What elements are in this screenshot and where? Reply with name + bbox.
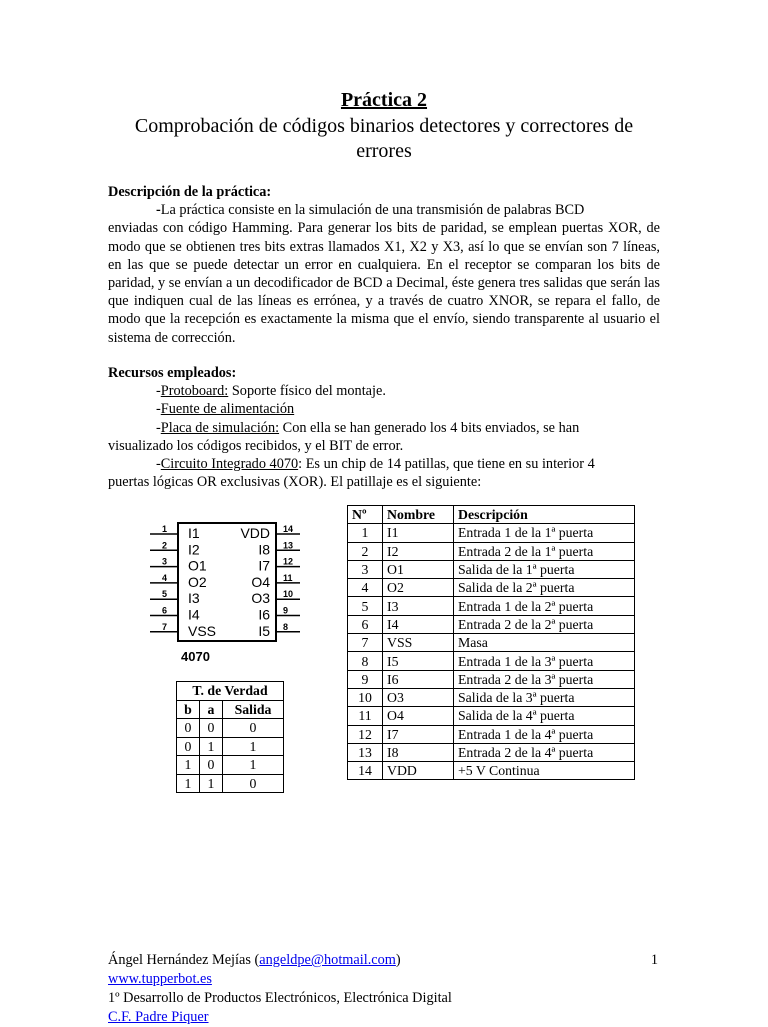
pin-desc-cell: Entrada 2 de la 2ª puerta [454,615,635,633]
footer-email-link[interactable]: angeldpe@hotmail.com [259,952,396,968]
resources-section [108,364,660,491]
pin-table [347,505,635,780]
resource-item-placa [108,419,660,437]
chip-pin-name: VSS [188,622,217,639]
pin-table-row [348,652,635,670]
subtitle-line-1: Comprobación de códigos binarios detectores y correctores de [134,115,634,137]
pin-name-cell: O4 [383,707,454,725]
chip-pin-name: I7 [258,557,270,574]
pin-name-cell: O3 [383,688,454,706]
pin-name-cell: I5 [383,652,454,670]
chip-pin-name: I3 [188,590,200,607]
resource-name: Fuente de alimentación [160,401,295,418]
pin-desc-cell: Salida de la 3ª puerta [454,688,635,706]
chip-pin-number: 1 [162,524,168,534]
pin-desc-cell: +5 V Continua [454,762,635,780]
pin-table-row [348,670,635,688]
chip-pin-name: I8 [258,541,270,558]
chip-pin-name: I6 [258,606,270,623]
truth-a-cell: 0 [200,756,223,775]
pin-num-cell: 5 [348,597,383,615]
pin-desc-cell: Salida de la 4ª puerta [454,707,635,725]
footer-website-link[interactable]: www.tupperbot.es [108,971,212,987]
pin-header-name: Nombre [383,506,454,524]
pin-table-row [348,762,635,780]
pin-num-cell: 14 [348,762,383,780]
page-number: 1 [650,952,658,968]
pin-name-cell: VDD [383,762,454,780]
chip-pin-name: O2 [188,573,207,590]
resource-desc: Con ella se han generado los 4 bits enviados, se han [279,419,580,436]
pin-num-cell: 13 [348,743,383,761]
chip-pin-name: I5 [258,622,270,639]
chip-pin-number: 11 [283,572,293,583]
resource-name: Circuito Integrado 4070 [160,456,299,473]
pin-table-row [348,634,635,652]
pin-name-cell: O2 [383,579,454,597]
pin-name-cell: I6 [383,670,454,688]
pin-desc-cell: Masa [454,634,635,652]
pin-desc-cell: Entrada 1 de la 4ª puerta [454,725,635,743]
pin-num-cell: 8 [348,652,383,670]
resources-heading: Recursos empleados: [108,365,237,381]
pin-num-cell: 10 [348,688,383,706]
resource-dash: - [156,401,161,418]
pin-desc-cell: Entrada 2 de la 3ª puerta [454,670,635,688]
resource-dash: - [156,456,161,473]
truth-a-cell: 1 [200,737,223,756]
truth-table-row [177,737,284,756]
truth-b-cell: 0 [177,737,200,756]
pin-desc-cell: Salida de la 2ª puerta [454,579,635,597]
subtitle-line-2: errores [356,140,412,162]
pin-name-cell: VSS [383,634,454,652]
resource-name: Protoboard: [160,383,229,400]
resource-placa-continuation: visualizado los códigos recibidos, y el BIT de error. [108,437,404,454]
pin-table-row [348,688,635,706]
chip-label: 4070 [181,649,210,664]
truth-header-b: b [177,700,200,719]
truth-b-cell: 1 [177,756,200,775]
chip-pin-number: 6 [162,605,168,616]
truth-salida-cell: 0 [223,774,284,793]
resource-dash: - [156,419,161,436]
pin-desc-cell: Entrada 1 de la 1ª puerta [454,524,635,542]
chip-pin-number: 9 [283,605,289,616]
page-subtitle [0,114,768,164]
truth-table-row [177,774,284,793]
pin-table-row [348,725,635,743]
chip-pin-name: O1 [188,557,207,574]
truth-salida-cell: 0 [223,719,284,738]
pin-table-row [348,524,635,542]
pin-table-row [348,743,635,761]
chip-pin-number: 14 [283,524,294,534]
truth-table [176,681,284,793]
chip-pin-number: 5 [162,589,168,600]
chip-4070-diagram [148,518,308,668]
truth-a-cell: 0 [200,719,223,738]
truth-table-title: T. de Verdad [177,682,284,701]
chip-pin-name: I2 [188,541,200,558]
pin-num-cell: 12 [348,725,383,743]
resource-item-protoboard [108,382,660,400]
pin-name-cell: O1 [383,560,454,578]
truth-table-row [177,719,284,738]
resource-desc: Soporte físico del montaje. [228,383,386,400]
truth-a-cell: 1 [200,774,223,793]
pin-table-row [348,615,635,633]
chip-pin-name: I4 [188,606,200,623]
chip-pin-name: O3 [251,590,270,607]
description-text: enviadas con código Hamming. Para generar los bits de paridad, se emplean puertas XOR, de modo que se obtienen tres bits extras llamados X1, X2 y X3, así lo que se envían son 7 líneas, en las que se puede detectar un error en cualquiera. En el receptor se comparan los bits de paridad, y se envían a un decodificador de BCD a Decimal, éste genera tres salidas que serán las que indiquen cual de las líneas es errónea, y a través de cuatro XNOR, se repara el fallo, de modo que la recepción es exactamente la misma que el envío, siendo transparente al usuario el sistema de corrección. [108,220,660,346]
pin-num-cell: 9 [348,670,383,688]
pin-name-cell: I3 [383,597,454,615]
footer-author: Ángel Hernández Mejías ( [108,952,260,968]
resource-circuito-continuation: puertas lógicas OR exclusivas (XOR). El patillaje es el siguiente: [108,474,482,491]
pin-num-cell: 2 [348,542,383,560]
chip-pin-number: 12 [283,556,294,567]
pin-desc-cell: Entrada 2 de la 4ª puerta [454,743,635,761]
chip-pin-number: 4 [162,572,168,583]
chip-pin-number: 7 [162,621,168,632]
pin-table-row [348,560,635,578]
resource-dash: - [156,383,161,400]
footer-school-link[interactable]: C.F. Padre Piquer [108,1009,209,1025]
pin-num-cell: 11 [348,707,383,725]
resource-item-fuente [108,400,660,418]
truth-salida-cell: 1 [223,737,284,756]
pin-name-cell: I4 [383,615,454,633]
pin-num-cell: 3 [348,560,383,578]
chip-pin-number: 2 [162,540,168,551]
resource-item-circuito [108,455,660,473]
footer-author-end: ) [395,952,401,968]
description-section [108,183,660,347]
resource-desc: : Es un chip de 14 patillas, que tiene en su interior 4 [298,456,595,473]
chip-pin-name: I1 [188,525,200,541]
truth-header-salida: Salida [223,700,284,719]
pin-desc-cell: Entrada 1 de la 3ª puerta [454,652,635,670]
pin-table-row [348,707,635,725]
chip-pin-number: 13 [283,540,294,551]
pin-header-num: Nº [348,506,383,524]
truth-b-cell: 1 [177,774,200,793]
pin-table-row [348,597,635,615]
chip-pin-number: 10 [283,589,294,600]
pin-name-cell: I1 [383,524,454,542]
description-first-line: La práctica consiste en la simulación de una transmisión de palabras BCD [160,202,585,219]
truth-salida-cell: 1 [223,756,284,775]
pin-name-cell: I7 [383,725,454,743]
pin-desc-cell: Entrada 2 de la 1ª puerta [454,542,635,560]
footer [108,951,660,1027]
pin-num-cell: 6 [348,615,383,633]
pin-header-desc: Descripción [454,506,635,524]
pin-num-cell: 7 [348,634,383,652]
chip-pin-number: 8 [283,621,289,632]
pin-desc-cell: Salida de la 1ª puerta [454,560,635,578]
pin-num-cell: 4 [348,579,383,597]
pin-name-cell: I2 [383,542,454,560]
page-title: Práctica 2 [340,89,428,111]
pin-num-cell: 1 [348,524,383,542]
pin-table-row [348,579,635,597]
pin-name-cell: I8 [383,743,454,761]
truth-table-row [177,756,284,775]
pin-table-row [348,542,635,560]
truth-b-cell: 0 [177,719,200,738]
resource-name: Placa de simulación: [160,419,280,436]
chip-pin-name: O4 [251,573,270,590]
pin-desc-cell: Entrada 1 de la 2ª puerta [454,597,635,615]
description-heading: Descripción de la práctica: [108,184,272,200]
description-dash: - [156,202,161,219]
truth-header-a: a [200,700,223,719]
chip-pin-number: 3 [162,556,168,567]
chip-pin-name: VDD [240,525,270,541]
footer-course: 1º Desarrollo de Productos Electrónicos, Electrónica Digital [108,990,452,1006]
